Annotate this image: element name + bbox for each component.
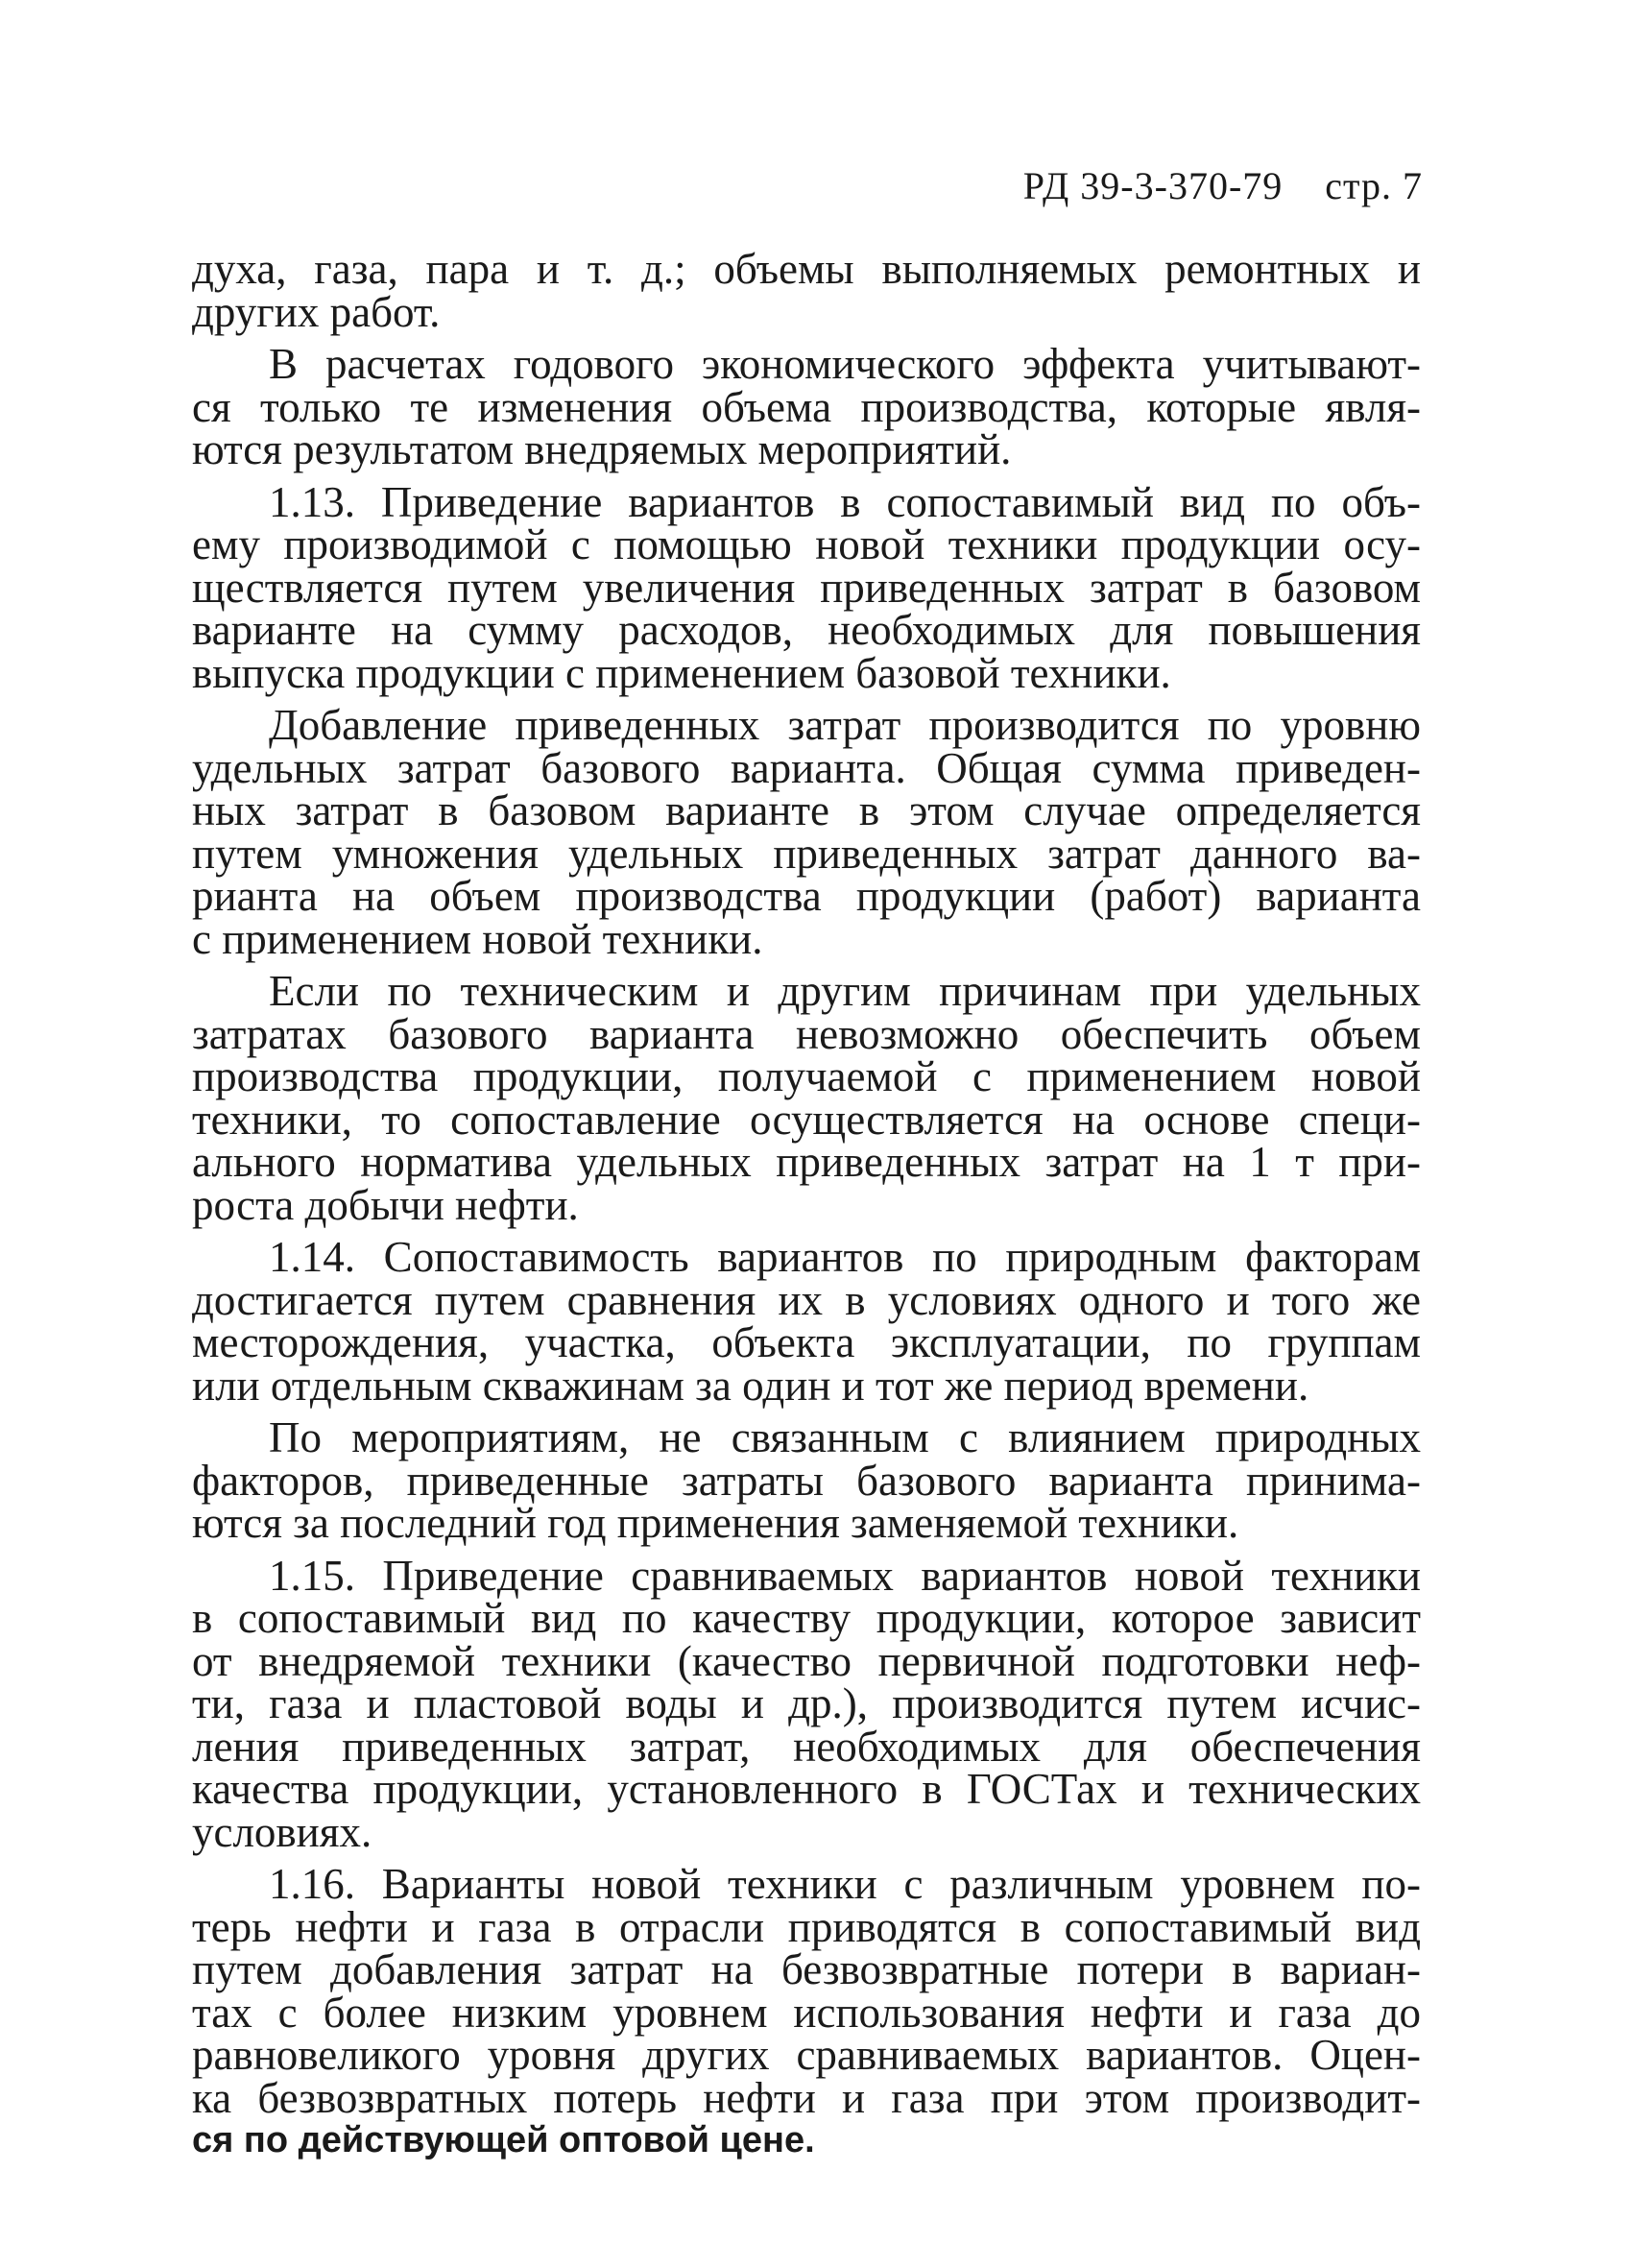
text-line: путем добавления затрат на безвозвратные потери в вариан- bbox=[192, 1945, 1421, 1993]
text-line: тах с более низким уровнем использования нефти и газа до bbox=[192, 1988, 1421, 2037]
text-line: По мероприятиям, не связанным с влиянием природных bbox=[269, 1413, 1421, 1461]
text-line: 1.15. Приведение сравниваемых вариантов новой техники bbox=[269, 1551, 1421, 1600]
text-line: от внедряемой техники (качество первичной подготовки неф- bbox=[192, 1636, 1421, 1685]
text-line: в сопоставимый вид по качеству продукции, которое зависит bbox=[192, 1594, 1421, 1642]
text-line: роста добычи нефти. bbox=[192, 1180, 579, 1229]
text-line: затратах базового варианта невозможно обеспечить объем bbox=[192, 1009, 1421, 1058]
page-header bbox=[1023, 163, 1423, 208]
text-line: условиях. bbox=[192, 1807, 372, 1856]
document-code: РД 39-3-370-79 bbox=[1022, 164, 1284, 207]
text-line: техники, то сопоставление осуществляется на основе специ- bbox=[192, 1095, 1421, 1144]
paragraph bbox=[192, 477, 1421, 697]
text-line: ются результатом внедряемых мероприятий. bbox=[192, 425, 1012, 473]
paragraph bbox=[192, 1860, 1421, 2162]
text-line: факторов, приведенные затраты базового варианта принима- bbox=[192, 1456, 1421, 1505]
paragraph bbox=[192, 1413, 1421, 1547]
paragraph bbox=[192, 340, 1421, 473]
text-line: выпуска продукции с применением базовой техники. bbox=[192, 648, 1171, 697]
text-line: ществляется путем увеличения приведенных затрат в базовом bbox=[192, 563, 1421, 612]
text-line: или отдельным скважинам за один и тот же период времени. bbox=[192, 1361, 1309, 1410]
text-line: ются за последний год применения заменяемой техники. bbox=[192, 1499, 1239, 1547]
text-line: Если по техническим и другим причинам при удельных bbox=[269, 967, 1421, 1015]
paragraph bbox=[192, 1551, 1421, 1856]
text-line: В расчетах годового экономического эффекта учитывают- bbox=[269, 340, 1421, 388]
text-line: ального норматива удельных приведенных затрат на 1 т при- bbox=[192, 1138, 1421, 1186]
text-line: ему производимой с помощью новой техники продукции осу- bbox=[192, 520, 1421, 568]
text-line: с применением новой техники. bbox=[192, 914, 763, 963]
text-line: ся только те изменения объема производства, которые явля- bbox=[192, 382, 1421, 431]
text-line: Добавление приведенных затрат производится по уровню bbox=[269, 701, 1421, 749]
text-line: 1.14. Сопоставимость вариантов по природным факторам bbox=[269, 1233, 1421, 1281]
paragraph bbox=[192, 967, 1421, 1229]
text-line: путем умножения удельных приведенных затрат данного ва- bbox=[192, 829, 1421, 878]
page-number: стр. 7 bbox=[1325, 164, 1423, 207]
text-line: ся по действующей оптовой цене. bbox=[192, 2120, 815, 2160]
paragraph bbox=[192, 701, 1421, 963]
text-line: духа, газа, пара и т. д.; объемы выполняемых ремонтных и bbox=[192, 245, 1421, 293]
text-line: ных затрат в базовом варианте в этом случае определяется bbox=[192, 786, 1421, 834]
text-line: удельных затрат базового варианта. Общая сумма приведен- bbox=[192, 743, 1421, 792]
body-text bbox=[192, 245, 1421, 2162]
text-line: ка безвозвратных потерь нефти и газа при этом производит- bbox=[192, 2073, 1421, 2122]
text-line: 1.13. Приведение вариантов в сопоставимый вид по объ- bbox=[269, 477, 1421, 526]
text-line: терь нефти и газа в отрасли приводятся в сопоставимый вид bbox=[192, 1902, 1421, 1951]
text-line: достигается путем сравнения их в условиях одного и того же bbox=[192, 1275, 1421, 1324]
text-line: производства продукции, получаемой с применением новой bbox=[192, 1052, 1421, 1100]
text-line: 1.16. Варианты новой техники с различным уровнем по- bbox=[269, 1860, 1421, 1908]
text-line: ти, газа и пластовой воды и др.), производится путем исчис- bbox=[192, 1679, 1421, 1727]
paragraph bbox=[192, 1233, 1421, 1410]
text-line: месторождения, участка, объекта эксплуатации, по группам bbox=[192, 1318, 1421, 1366]
text-line: варианте на сумму расходов, необходимых для повышения bbox=[192, 606, 1421, 654]
text-line: рианта на объем производства продукции (работ) варианта bbox=[192, 872, 1421, 920]
text-line: равновеликого уровня других сравниваемых вариантов. Оцен- bbox=[192, 2031, 1421, 2079]
text-line: ления приведенных затрат, необходимых для обеспечения bbox=[192, 1722, 1421, 1771]
text-line: других работ. bbox=[192, 287, 441, 336]
text-line: качества продукции, установленного в ГОСТах и технических bbox=[192, 1765, 1421, 1813]
paragraph bbox=[192, 245, 1421, 336]
